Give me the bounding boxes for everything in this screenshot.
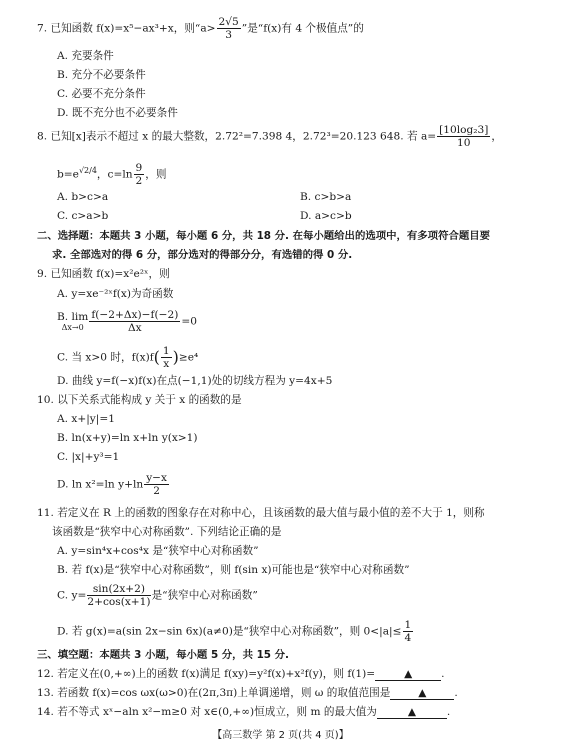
q10-option-c: C. |x|+y³=1 [57,451,120,463]
q8-fraction-a [437,124,490,149]
q9-c-post: ≥e⁴ [178,351,199,364]
q8-c-def: ，c=ln [96,168,133,181]
q9-lim-sub: Δx→0 [61,323,84,332]
q8-option-a: A. b>c>a [57,191,109,203]
q9-c-fraction [161,345,172,370]
q9-c-num: 1 [162,345,170,357]
q10-stem: 10. 以下关系式能构成 y 关于 x 的函数的是 [37,394,242,406]
q8-stem-pre: 8. 已知[x]表示不超过 x 的最大整数，2.72²=7.398 4，2.72³=20.123 648. 若 a= [37,130,437,143]
q8-fraction-c [134,162,145,187]
q11-option-a: A. y=sin⁴x+cos⁴x 是“狭窄中心对称函数” [57,545,259,557]
q9-b-num: f(−2+Δx)−f(−2) [91,309,179,321]
q7-frac-num: 2√5 [218,16,239,28]
q13-end: . [454,687,458,699]
q11-d-den: 4 [404,632,412,644]
q14-answer-blank[interactable]: ▲ [377,706,447,719]
q9-option-c [57,345,198,370]
q8-line2-post: ，则 [145,168,167,181]
q7-stem [37,16,364,41]
q8-stem [37,124,502,149]
q7-frac-den: 3 [225,29,233,41]
q10-d-den: 2 [153,485,160,497]
q7-option-d: D. 既不充分也不必要条件 [57,107,178,119]
q9-lim [57,311,88,332]
q8-c-den: 2 [135,175,143,187]
q7-option-c: C. 必要不充分条件 [57,88,146,100]
q11-c-den: 2+cos(x+1) [87,596,151,608]
q14-text: 14. 若不等式 xˣ−aln x²−m≥0 对 x∈(0,+∞)恒成立，则 m 的最大值为 [37,706,377,718]
q12-line [37,667,445,681]
q11-option-c [57,583,258,608]
q7-stem-pre: 7. 已知函数 f(x)=x⁵−ax³+x，则“a> [37,22,216,35]
q9-c-lparen: ( [153,347,160,367]
q11-d-fraction [403,619,414,644]
q8-option-b: B. c>b>a [300,191,352,203]
q11-c-num: sin(2x+2) [87,583,150,596]
q14-line [37,705,450,719]
q7-option-b: B. 充分不必要条件 [57,69,146,81]
q13-answer-blank[interactable]: ▲ [390,687,454,700]
q14-end: . [446,706,451,718]
section2-heading-cont: 求. 全部选对的得 6 分，部分选对的得部分分，有选错的得 0 分. [52,249,353,261]
q11-stem-line1: 11. 若定义在 R 上的函数的图象存在对称中心，且该函数的最大值与最小值的差不大于 1，则称 [37,507,485,519]
q9-lim-label: B. lim [57,311,89,323]
q8-b-def: b=e [57,168,79,181]
q11-d-pre: D. 若 g(x)=a(sin 2x−sin 6x)(a≠0)是“狭窄中心对称函数”，则 0<|a|≤ [57,625,402,638]
q12-text: 12. 若定义在(0,+∞)上的函数 f(x)满足 f(xy)=y²f(x)+x²f(y)，则 f(1)= [37,668,376,680]
q8-stem-post: ， [491,130,503,143]
q8-option-c: C. c>a>b [57,210,109,222]
q10-option-d [57,472,170,497]
q7-option-a: A. 充要条件 [57,50,114,62]
q8-line2 [57,162,166,187]
q11-c-pre: C. y= [57,589,87,602]
page-footer: 【高三数学 第 2 页(共 4 页)】 [212,730,349,741]
q8-frac-den: 10 [457,137,471,149]
q9-option-d: D. 曲线 y=f(−x)f(x)在点(−1,1)处的切线方程为 y=4x+5 [57,375,333,387]
q12-answer-blank[interactable]: ▲ [375,668,441,681]
q8-frac-num: [10log₂3] [439,124,489,136]
q11-option-b: B. 若 f(x)是“狭窄中心对称函数”，则 f(sin x)可能也是“狭窄中心对称函数” [57,564,410,576]
q11-stem-line2: 该函数是“狭窄中心对称函数”. 下列结论正确的是 [52,526,282,538]
section2-heading: 二、选择题：本题共 3 小题，每小题 6 分，共 18 分. 在每小题给出的选项中，有多项符合题目要 [37,230,491,242]
q8-b-exponent: √2/4 [78,165,97,175]
q10-option-b: B. ln(x+y)=ln x+ln y(x>1) [57,432,198,444]
q9-b-den: Δx [128,322,142,334]
q9-c-pre: C. 当 x>0 时，f(x)f [57,351,154,364]
q11-c-fraction [87,583,150,608]
q10-d-num: y−x [146,472,168,484]
q8-c-num: 9 [135,162,143,174]
q11-option-d [57,619,414,644]
q7-stem-post: ”是“f(x)有 4 个极值点”的 [241,22,364,35]
q11-d-num: 1 [404,619,412,631]
q13-line [37,686,458,700]
q10-option-a: A. x+|y|=1 [57,413,115,425]
section3-heading: 三、填空题：本题共 3 小题，每小题 5 分，共 15 分. [37,649,289,661]
q13-text: 13. 若函数 f(x)=cos ωx(ω>0)在(2π,3π)上单调递增，则 ω 的取值范围是 [37,687,391,699]
q9-c-rparen: ) [172,347,179,367]
q9-c-den: x [163,358,170,370]
q10-d-fraction [144,472,169,497]
q9-option-a: A. y=xe⁻²ˣf(x)为奇函数 [57,288,174,300]
q9-option-b [57,309,197,334]
q9-b-post: =0 [181,315,197,328]
q9-stem: 9. 已知函数 f(x)=x²e²ˣ，则 [37,268,170,280]
q7-fraction [217,16,241,41]
q9-b-fraction [89,309,180,334]
q10-d-pre: D. ln x²=ln y+ln [57,478,144,491]
q11-c-post: 是“狭窄中心对称函数” [151,589,258,602]
q12-end: . [441,668,445,680]
q8-option-d: D. a>c>b [300,210,352,222]
